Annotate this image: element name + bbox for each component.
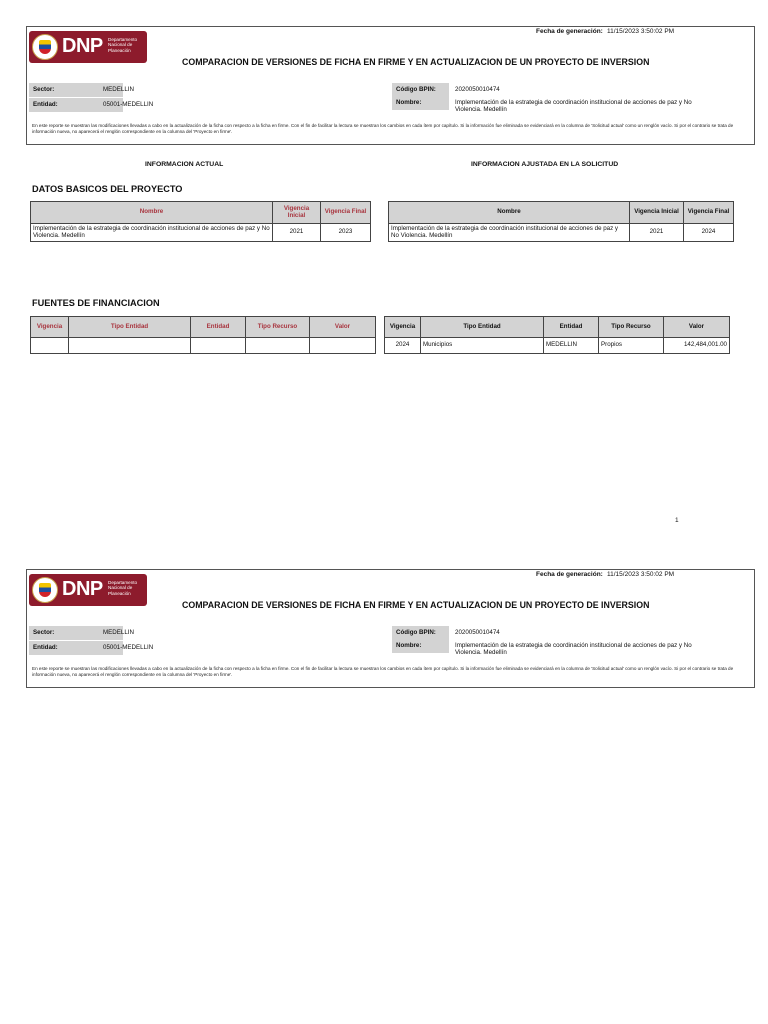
col-vigencia-final: Vigencia Final (684, 202, 734, 224)
cell-tipo-entidad (69, 338, 191, 354)
colombia-seal-icon (32, 34, 58, 60)
generation-date-label: Fecha de generación: (536, 28, 603, 35)
col-valor: Valor (664, 317, 730, 338)
col-tipo-recurso: Tipo Recurso (246, 317, 310, 338)
col-nombre: Nombre (389, 202, 630, 224)
generation-date-value: 11/15/2023 3:50:02 PM (607, 571, 675, 578)
cell-vigencia-inicial: 2021 (630, 224, 684, 242)
nombre-label: Nombre: (392, 639, 449, 653)
report-header-page-2 (26, 569, 755, 688)
col-vigencia-inicial: Vigencia Inicial (630, 202, 684, 224)
logo-text: DNP (62, 578, 103, 600)
report-title: COMPARACION DE VERSIONES DE FICHA EN FIRME Y EN ACTUALIZACION DE UN PROYECTO DE INVERSION (182, 57, 650, 67)
fuentes-actual-table (30, 316, 376, 354)
sector-value: MEDELLIN (103, 86, 134, 93)
bpin-value: 2020050010474 (455, 629, 500, 636)
cell-vigencia-final: 2024 (684, 224, 734, 242)
cell-nombre: Implementación de la estrategia de coordinación institucional de acciones de paz y No Violencia. Medellín (31, 224, 273, 242)
report-title: COMPARACION DE VERSIONES DE FICHA EN FIRME Y EN ACTUALIZACION DE UN PROYECTO DE INVERSION (182, 600, 650, 610)
cell-valor (310, 338, 376, 354)
col-vigencia: Vigencia (385, 317, 421, 338)
entidad-label: Entidad: (29, 98, 123, 112)
col-nombre: Nombre (31, 202, 273, 224)
fuentes-ajustada-table (384, 316, 730, 354)
cell-tipo-recurso (246, 338, 310, 354)
sector-label: Sector: (29, 83, 123, 97)
left-column-heading: INFORMACION ACTUAL (145, 161, 224, 168)
dnp-logo (29, 31, 147, 63)
col-tipo-entidad: Tipo Entidad (421, 317, 544, 338)
datos-basicos-actual-table (30, 201, 371, 242)
col-vigencia: Vigencia (31, 317, 69, 338)
bpin-label: Código BPIN: (392, 626, 449, 640)
logo-text: DNP (62, 35, 103, 57)
col-entidad: Entidad (191, 317, 246, 338)
sector-label: Sector: (29, 626, 123, 640)
logo-subtitle: Departamento Nacional de Planeación (108, 580, 138, 596)
cell-tipo-entidad: Municipios (421, 338, 544, 354)
bpin-label: Código BPIN: (392, 83, 449, 97)
cell-vigencia-final: 2023 (321, 224, 371, 242)
bpin-value: 2020050010474 (455, 86, 500, 93)
nombre-value: Implementación de la estrategia de coordinación institucional de acciones de paz y No Violencia. Medellín (455, 642, 692, 656)
cell-vigencia-inicial: 2021 (273, 224, 321, 242)
logo-subtitle: Departamento Nacional de Planeación (108, 37, 138, 53)
col-valor: Valor (310, 317, 376, 338)
generation-date-value: 11/15/2023 3:50:02 PM (607, 28, 675, 35)
nombre-value: Implementación de la estrategia de coordinación institucional de acciones de paz y No Violencia. Medellín (455, 99, 692, 113)
report-note: En este reporte se muestran las modificaciones llevadas a cabo en la actualización de la ficha con respecto a la ficha en firme. Con el fin de facilitar la lectura se muestran los cambios en cada ítem por capítulo. Si la información fue eliminada se evidenciará en la columna de 'Solicitud actual' como un renglón vacío. Si por el contrario se trata de información nueva, no aparecerá el renglón correspondiente en la columna del 'Proyecto en firme'. (32, 123, 734, 134)
cell-vigencia (31, 338, 69, 354)
col-vigencia-inicial: Vigencia Inicial (273, 202, 321, 224)
cell-entidad (191, 338, 246, 354)
entidad-label: Entidad: (29, 641, 123, 655)
nombre-label: Nombre: (392, 96, 449, 110)
col-entidad: Entidad (544, 317, 599, 338)
cell-nombre: Implementación de la estrategia de coordinación institucional de acciones de paz y No Violencia. Medellín (389, 224, 630, 242)
col-vigencia-final: Vigencia Final (321, 202, 371, 224)
entidad-value: 05001-MEDELLIN (103, 644, 154, 651)
sector-value: MEDELLIN (103, 629, 134, 636)
datos-basicos-ajustada-table (388, 201, 734, 242)
cell-valor: 142,484,001.00 (664, 338, 730, 354)
colombia-seal-icon (32, 577, 58, 603)
datos-basicos-heading: DATOS BASICOS DEL PROYECTO (32, 184, 183, 194)
col-tipo-entidad: Tipo Entidad (69, 317, 191, 338)
generation-date-label: Fecha de generación: (536, 571, 603, 578)
report-note: En este reporte se muestran las modificaciones llevadas a cabo en la actualización de la ficha con respecto a la ficha en firme. Con el fin de facilitar la lectura se muestran los cambios en cada ítem por capítulo. Si la información fue eliminada se evidenciará en la columna de 'Solicitud actual' como un renglón vacío. Si por el contrario se trata de información nueva, no aparecerá el renglón correspondiente en la columna del 'Proyecto en firme'. (32, 666, 734, 677)
col-tipo-recurso: Tipo Recurso (599, 317, 664, 338)
cell-tipo-recurso: Propios (599, 338, 664, 354)
entidad-value: 05001-MEDELLIN (103, 101, 154, 108)
page-number: 1 (675, 517, 679, 524)
dnp-logo (29, 574, 147, 606)
report-header (26, 26, 755, 145)
fuentes-heading: FUENTES DE FINANCIACION (32, 298, 160, 308)
right-column-heading: INFORMACION AJUSTADA EN LA SOLICITUD (471, 161, 619, 168)
cell-vigencia: 2024 (385, 338, 421, 354)
cell-entidad: MEDELLIN (544, 338, 599, 354)
